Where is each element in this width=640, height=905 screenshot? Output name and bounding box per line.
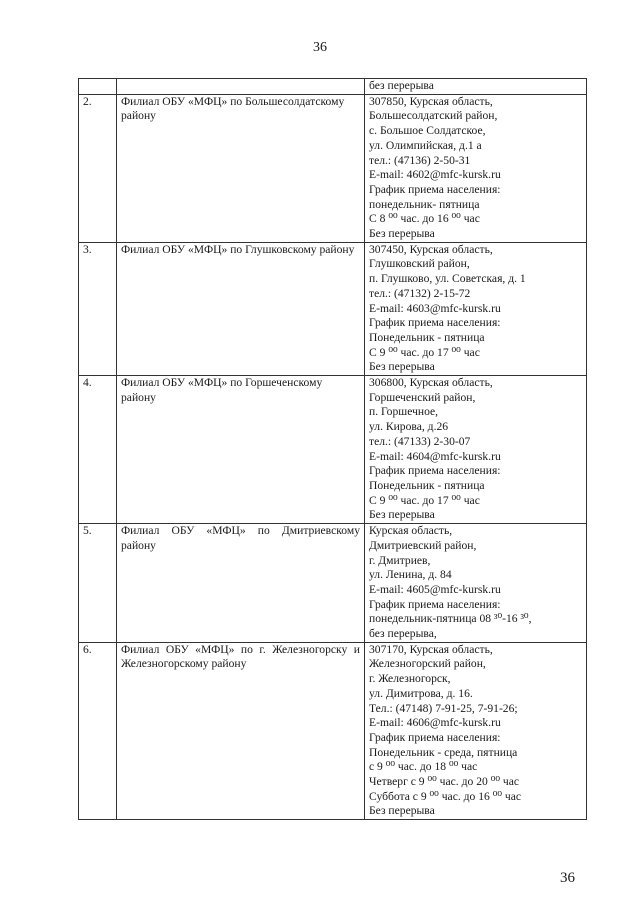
row-number: 4. xyxy=(79,376,117,524)
break-note: Без перерыва xyxy=(369,508,435,522)
phone: тел.: (47136) 2-50-31 xyxy=(369,153,471,167)
email: E-mail: 4603@mfc-kursk.ru xyxy=(369,301,501,315)
phone: Тел.: (47148) 7-91-25, 7-91-26; xyxy=(369,701,518,715)
row-number: 6. xyxy=(79,642,117,819)
address-line: 307170, Курская область, xyxy=(369,642,493,656)
break-note: без перерыва, xyxy=(369,627,437,641)
branch-name: Филиал ОБУ «МФЦ» по Глушковскому району xyxy=(117,242,365,375)
address-line: п. Горшечное, xyxy=(369,405,439,419)
schedule-hours-saturday: Суббота с 9 ⁰⁰ час. до 16 ⁰⁰ час xyxy=(369,789,522,803)
schedule-hours: С 9 ⁰⁰ час. до 17 ⁰⁰ час xyxy=(369,345,480,359)
address-cell xyxy=(365,242,587,375)
address-cell xyxy=(365,524,587,643)
address-cell xyxy=(365,376,587,524)
schedule-days: Понедельник - пятница xyxy=(369,330,485,344)
address-line: 307450, Курская область, xyxy=(369,242,493,256)
address-line: ул. Олимпийская, д.1 а xyxy=(369,138,482,152)
branch-name: Филиал ОБУ «МФЦ» по Дмитриевскому району xyxy=(117,524,365,643)
address-cell xyxy=(365,94,587,242)
email: E-mail: 4604@mfc-kursk.ru xyxy=(369,449,501,463)
address-line: п. Глушково, ул. Советская, д. 1 xyxy=(369,272,526,286)
address-line: Горшеченский район, xyxy=(369,390,476,404)
address-line: Глушковский район, xyxy=(369,257,470,271)
name-cell xyxy=(117,79,365,95)
schedule-label: График приема населения: xyxy=(369,730,501,744)
address-line: 307850, Курская область, xyxy=(369,94,493,108)
address-line: с. Большое Солдатское, xyxy=(369,124,486,138)
address-line: Большесолдатский район, xyxy=(369,109,498,123)
branch-name: Филиал ОБУ «МФЦ» по Горшеченскому району xyxy=(117,376,365,524)
break-note: Без перерыва xyxy=(369,360,435,374)
phone: тел.: (47132) 2-15-72 xyxy=(369,286,471,300)
schedule-label: График приема населения: xyxy=(369,316,501,330)
email: E-mail: 4606@mfc-kursk.ru xyxy=(369,716,501,730)
email: E-mail: 4605@mfc-kursk.ru xyxy=(369,582,501,596)
schedule-hours-thursday: Четверг с 9 ⁰⁰ час. до 20 ⁰⁰ час xyxy=(369,775,520,789)
row-number: 3. xyxy=(79,242,117,375)
table-row xyxy=(79,242,587,375)
address-line: Железногорский район, xyxy=(369,657,486,671)
branch-name: Филиал ОБУ «МФЦ» по г. Железногорску и Железногорскому району xyxy=(117,642,365,819)
address-line: 306800, Курская область, xyxy=(369,376,493,390)
table-row xyxy=(79,524,587,643)
schedule-days: понедельник- пятница xyxy=(369,197,480,211)
schedule-label: График приема населения: xyxy=(369,464,501,478)
row-number: 5. xyxy=(79,524,117,643)
page-number-bottom: 36 xyxy=(560,870,575,886)
table-row xyxy=(79,376,587,524)
address-line: Курская область, xyxy=(369,524,453,538)
schedule-hours: С 8 ⁰⁰ час. до 16 ⁰⁰ час xyxy=(369,212,480,226)
address-line: без перерыва xyxy=(369,79,434,92)
schedule-days: Понедельник - пятница xyxy=(369,478,485,492)
schedule-hours: понедельник-пятница 08 ³⁰-16 ³⁰, xyxy=(369,612,532,626)
schedule-hours: с 9 ⁰⁰ час. до 18 ⁰⁰ час xyxy=(369,760,478,774)
address-line: ул. Ленина, д. 84 xyxy=(369,568,452,582)
address-cell xyxy=(365,642,587,819)
branch-name: Филиал ОБУ «МФЦ» по Большесолдатскому району xyxy=(117,94,365,242)
address-cell xyxy=(365,79,587,95)
schedule-days: Понедельник - среда, пятница xyxy=(369,745,518,759)
table-row xyxy=(79,79,587,95)
num-cell xyxy=(79,79,117,95)
schedule-label: График приема населения: xyxy=(369,182,501,196)
break-note: Без перерыва xyxy=(369,227,435,241)
table-row xyxy=(79,642,587,819)
branches-table xyxy=(78,78,587,820)
break-note: Без перерыва xyxy=(369,804,435,818)
schedule-hours: С 9 ⁰⁰ час. до 17 ⁰⁰ час xyxy=(369,493,480,507)
address-line: г. Железногорск, xyxy=(369,672,451,686)
address-line: ул. Кирова, д.26 xyxy=(369,420,449,434)
row-number: 2. xyxy=(79,94,117,242)
table-row xyxy=(79,94,587,242)
phone: тел.: (47133) 2-30-07 xyxy=(369,434,471,448)
schedule-label: График приема населения: xyxy=(369,597,501,611)
email: E-mail: 4602@mfc-kursk.ru xyxy=(369,168,501,182)
address-line: г. Дмитриев, xyxy=(369,553,431,567)
address-line: ул. Димитрова, д. 16. xyxy=(369,686,473,700)
page-number-top: 36 xyxy=(313,40,327,55)
address-line: Дмитриевский район, xyxy=(369,538,477,552)
